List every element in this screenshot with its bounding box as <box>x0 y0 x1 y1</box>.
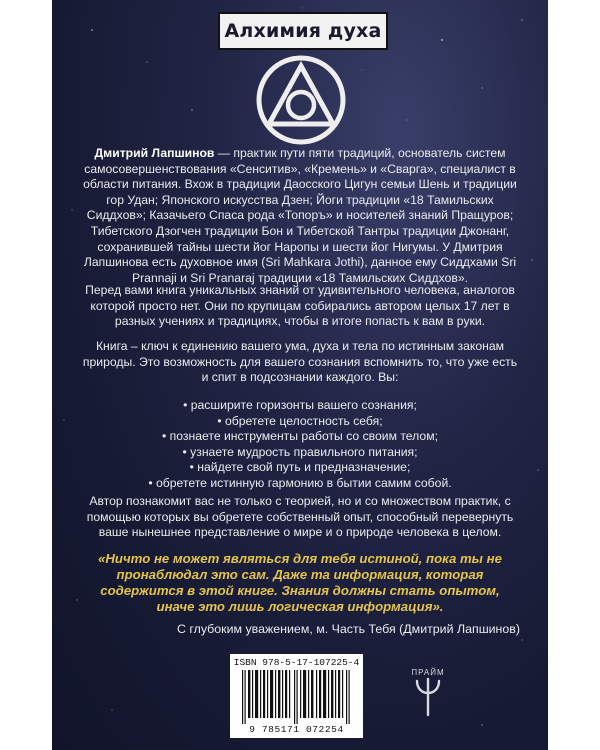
list-item: • узнаете мудрость правильного питания; <box>182 444 418 459</box>
isbn-label: ISBN 978-5-17-107225-4 <box>233 657 360 668</box>
list-item: • обретете целостность себя; <box>217 413 383 428</box>
series-title: Алхимия духа <box>224 20 382 42</box>
series-title-label <box>218 12 388 50</box>
practice-paragraph: Автор познакомит вас не только с теорией, но и со множеством практик, с помощью которых вы обретете собственный опыт, способный перевернуть ваше нынешнее представление о мире и о природе человека в целом. <box>86 494 514 540</box>
author-name: Дмитрий Лапшинов <box>94 146 215 160</box>
barcode-icon <box>236 670 357 724</box>
list-item: • обретете истинную гармонию в бытии самим собой. <box>148 475 452 490</box>
list-item: • найдете свой путь и предназначение; <box>189 460 411 475</box>
signature-line: С глубоким уважением, м. Часть Тебя (Дмитрий Лапшинов) <box>176 622 520 636</box>
book-key-paragraph: Книга – ключ к единению вашего ума, духа и тела по истинным законам природы. Это возможность для вашего сознания вспомнить то, что уже есть и спит в подсознании каждого. Вы: <box>82 339 518 385</box>
barcode-area <box>230 654 363 738</box>
benefits-list <box>80 398 520 492</box>
list-item: • познаете инструменты работы со своим телом; <box>162 429 438 444</box>
author-bio-text: — практик пути пяти традиций, основатель систем самосовершенствования «Сенситив», «Кремень» и «Сварга», специалист в области питания. Вхож в традиции Даосского Цигун семьи Шень и традиции гор Удан; Японского искусства Дзен; Йоги традиции «18 Тамильских Сиддхов»; Казачьего Спаса рода «Топоръ» и носителей знаний Пращуров; Тибетского Дзогчен традиции Бон и Тибетской Тантры традиции Джонанг, сохранившей тайны шести йог Наропы и шести йог Нигумы. У Дмитрия Лапшинова есть духовное имя (Sri Mahkara Jothi), данное ему Сиддхами Sri Prannaji и Sri Pranaraj традиции «18 Тамильских Сиддхов». <box>83 146 517 285</box>
ean-number: 9 785171 072254 <box>249 724 344 735</box>
book-back-cover <box>52 0 548 750</box>
list-item: • расширите горизонты вашего сознания; <box>183 398 417 412</box>
intro-paragraph: Перед вами книга уникальных знаний от удивительного человека, аналогов которой просто нет. Они по крупицам собирались автором целых 17 лет в разных учениях и традициях, чтобы в итоге попасть к вам в руки. <box>85 283 515 329</box>
publisher-name: ПРАЙМ <box>411 668 445 677</box>
author-bio <box>80 146 520 286</box>
alchemy-symbol-icon <box>251 48 351 148</box>
publisher-logo <box>406 668 450 722</box>
author-quote: «Ничто не может являться для тебя истиной, пока ты не пронаблюдал это сам. Даже та информация, которая содержится в этой книге. Знания должны стать опытом, иначе это лишь логическая информация». <box>98 551 502 614</box>
psi-logo-icon <box>413 677 443 717</box>
